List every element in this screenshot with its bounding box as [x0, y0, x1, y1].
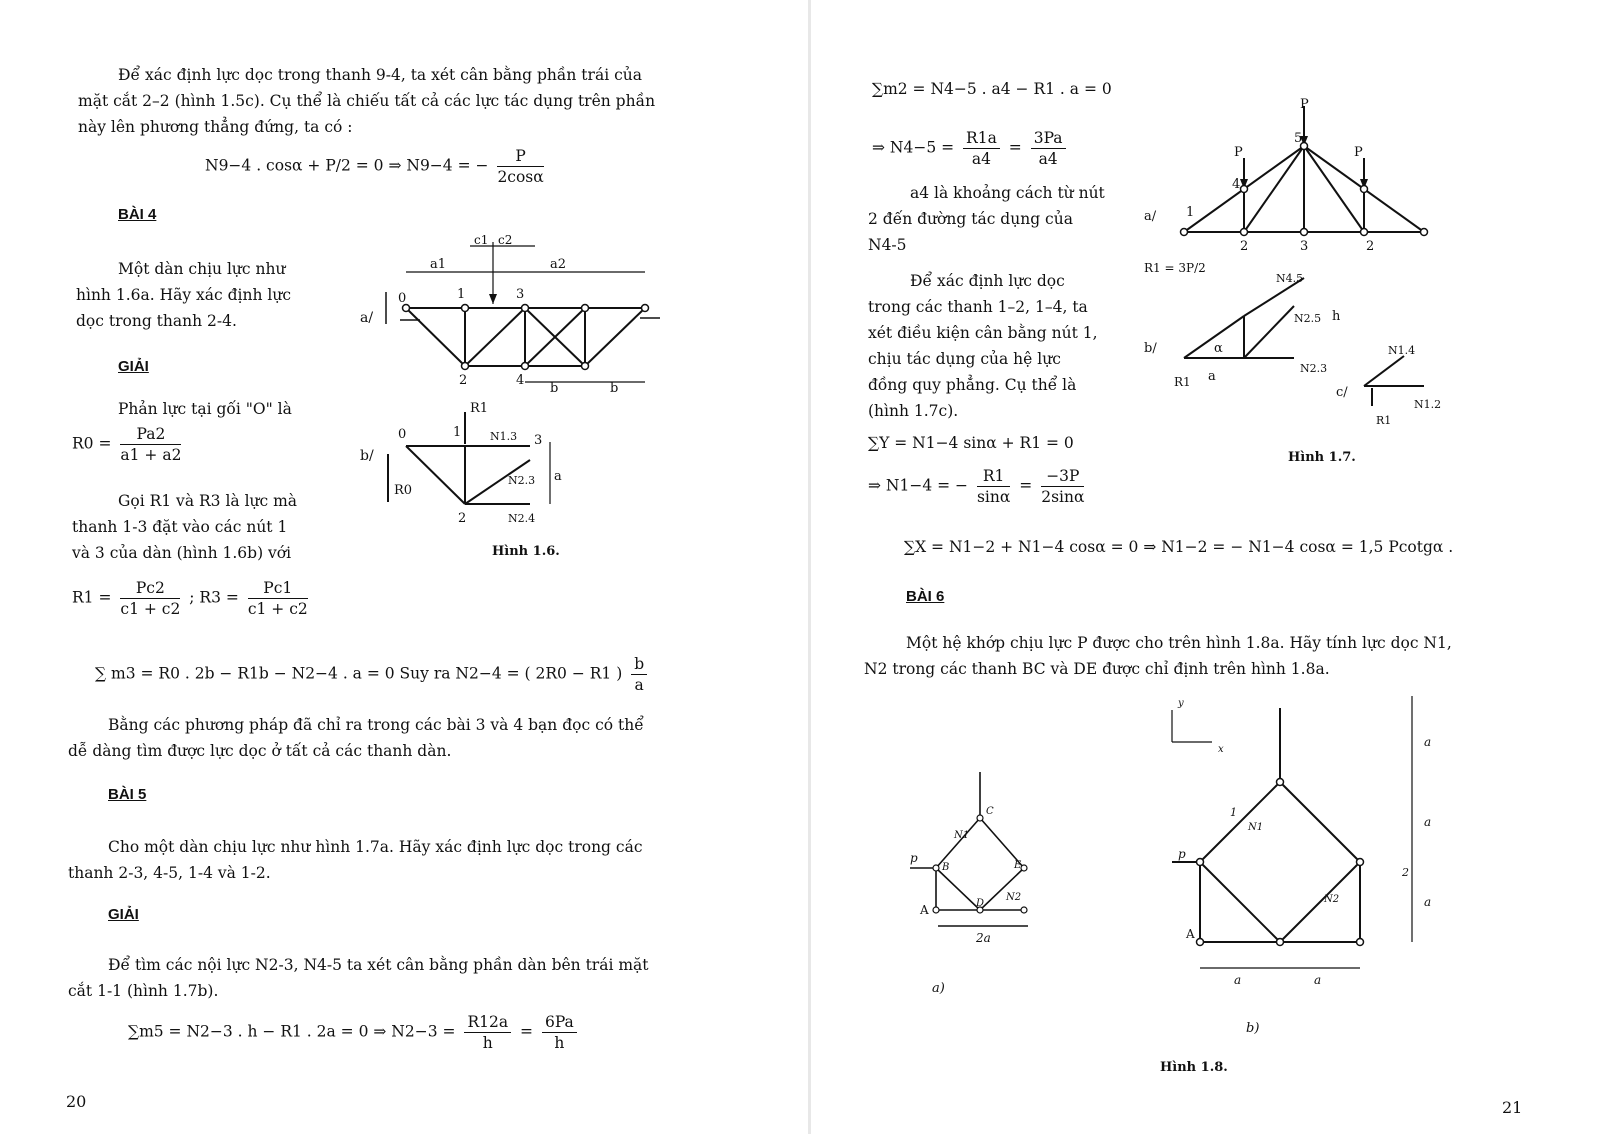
fig16-node-2: 2 — [459, 373, 468, 388]
fig18a-C: C — [986, 806, 994, 817]
fig17-node-2: 2 — [1240, 239, 1249, 254]
equation-n14: ⇒ N1−4 = − $\frac{R1}{\sin\alpha}$ = $\frac{-3P}{2\sin\alpha}$ — [868, 467, 1085, 506]
intro-line-1: Để xác định lực dọc trong thanh 9-4, ta xét cân bằng phần trái của — [118, 66, 642, 84]
fig18a-E: E — [1014, 860, 1022, 871]
bai6-problem-1: Một hệ khớp chịu lực P được cho trên hình 1.8a. Hãy tính lực dọc N1, — [906, 634, 1452, 652]
fig18a-label: a) — [932, 981, 945, 996]
fig18b-cut2: 2 — [1402, 866, 1409, 879]
fig16-caption: Hình 1.6. — [492, 544, 560, 559]
fig18b-y: y — [1178, 698, 1184, 709]
fig18-caption: Hình 1.8. — [1160, 1060, 1228, 1075]
bai4-problem-3: dọc trong thanh 2-4. — [76, 312, 237, 330]
fig17-node-4: 4 — [1232, 177, 1241, 192]
fig17-N12: N1.2 — [1414, 398, 1442, 411]
fig16-b1: b — [550, 381, 559, 396]
conclusion-line-1: Bằng các phương pháp đã chỉ ra trong các bài 3 và 4 bạn đọc có thể — [108, 716, 644, 734]
bai4-problem-2: hình 1.6a. Hãy xác định lực — [76, 286, 292, 304]
fig16-b-node-1: 1 — [453, 425, 462, 440]
equation-m5: ∑m5 = N2−3 . h − R1 . 2a = 0 ⇒ N2−3 = $\frac{R12a}{h}$ = $\frac{6Pa}{h}$ — [128, 1012, 581, 1053]
fig17-node-3: 3 — [1300, 239, 1309, 254]
fig16-b-node-0: 0 — [398, 427, 407, 442]
node1-line-6: (hình 1.7c). — [868, 402, 959, 420]
bai5-problem-2: thanh 2-3, 4-5, 1-4 và 1-2. — [68, 864, 271, 882]
fig17-alpha: α — [1214, 341, 1223, 356]
fig18a-D: D — [976, 898, 985, 909]
fig17-P-left: P — [1234, 145, 1243, 160]
fig18a-2a: 2a — [976, 931, 991, 945]
intro-line-2: mặt cắt 2–2 (hình 1.5c). Cụ thể là chiếu tất cả các lực tác dụng trên phần — [78, 92, 656, 110]
fig16-node-4: 4 — [516, 373, 525, 388]
figure-1-6 — [340, 232, 680, 542]
fig17-node-1: 1 — [1186, 205, 1195, 220]
fig18b-N1: N1 — [1248, 822, 1264, 833]
fig17-node-5: 5 — [1294, 131, 1303, 146]
fig16-N24: N2.4 — [508, 512, 536, 525]
equation-sumx: ∑X = N1−2 + N1−4 cosα = 0 ⇒ N1−2 = − N1−4 cosα = 1,5 Pcotgα . — [904, 538, 1454, 556]
bai6-problem-2: N2 trong các thanh BC và DE được chỉ định trên hình 1.8a. — [864, 660, 1330, 678]
a4-line-1: a4 là khoảng cách từ nút — [910, 184, 1105, 202]
fig17-label-a: a/ — [1144, 209, 1157, 224]
fig16-a2: a2 — [550, 257, 567, 272]
fig17-node-2b: 2 — [1366, 239, 1375, 254]
fig18b-a2: a — [1314, 973, 1322, 987]
fig16-R0: R0 — [394, 483, 413, 498]
equation-n94: N9−4 . cosα + P/2 = 0 ⇒ N9−4 = − $\frac{P}{2\cos\alpha}$ — [205, 147, 544, 186]
fig16-N23: N2.3 — [508, 474, 536, 487]
fig18a-N2: N2 — [1006, 892, 1022, 903]
r-line-2: thanh 1-3 đặt vào các nút 1 — [72, 518, 288, 536]
bai4-problem-1: Một dàn chịu lực như — [118, 260, 286, 278]
bai5-solution-2: cắt 1-1 (hình 1.7b). — [68, 982, 219, 1000]
page-number-right: 21 — [1502, 1098, 1523, 1117]
fig16-a-dim: a — [554, 469, 562, 484]
fig17-R1eq: R1 = 3P/2 — [1144, 261, 1206, 275]
fig18a-B: B — [942, 862, 950, 873]
fig17-P-top: P — [1300, 97, 1309, 112]
fig18b-x: x — [1218, 744, 1224, 755]
fig17-h: h — [1332, 309, 1341, 324]
fig16-b-node-3: 3 — [534, 433, 543, 448]
fig17-N45: N4.5 — [1276, 272, 1304, 285]
node1-line-1: Để xác định lực dọc — [910, 272, 1065, 290]
fig17-R1: R1 — [1174, 375, 1191, 389]
fig18b-a5: a — [1424, 895, 1432, 909]
fig18b-a1: a — [1234, 973, 1242, 987]
fig18a-A: A — [920, 903, 929, 917]
fig17-label-b: b/ — [1144, 341, 1157, 356]
fig18b-a3: a — [1424, 735, 1432, 749]
fig18a-p: p — [910, 851, 918, 865]
reaction-line: Phản lực tại gối "O" là — [118, 400, 292, 418]
fig18a-N1: N1 — [954, 830, 970, 841]
figure-1-7 — [1144, 96, 1464, 436]
equation-n45: ⇒ N4−5 = $\frac{R1a}{a4}$ = $\frac{3Pa}{a4}$ — [872, 128, 1070, 169]
fig16-node-0: 0 — [398, 291, 407, 306]
fig17-N25: N2.5 — [1294, 312, 1322, 325]
equation-sumy: ∑Y = N1−4 sinα + R1 = 0 — [868, 434, 1074, 452]
fig18b-N2: N2 — [1324, 894, 1340, 905]
fig16-c1: c1 — [474, 233, 489, 247]
equation-r0: R0 = $\frac{Pa2}{a1 + a2}$ — [72, 425, 182, 464]
bai5-giai-heading: GIẢI — [108, 906, 139, 923]
fig16-N13: N1.3 — [490, 430, 518, 443]
fig16-node-3: 3 — [516, 287, 525, 302]
equation-m2: ∑m2 = N4−5 . a4 − R1 . a = 0 — [872, 80, 1112, 98]
fig17-N23: N2.3 — [1300, 362, 1328, 375]
bai5-solution-1: Để tìm các nội lực N2-3, N4-5 ta xét cân bằng phần dàn bên trái mặt — [108, 956, 649, 974]
fig17-R1c: R1 — [1376, 414, 1392, 427]
a4-line-3: N4-5 — [868, 236, 907, 254]
fig18b-label: b) — [1246, 1021, 1260, 1036]
node1-line-4: chịu tác dụng của hệ lực — [868, 350, 1061, 368]
fig18b-p: p — [1178, 847, 1186, 861]
fig17-N14: N1.4 — [1388, 344, 1416, 357]
fig16-label-b: b/ — [360, 448, 374, 464]
equation-r1-r3: R1 = $\frac{Pc2}{c1 + c2}$ ; R3 = $\frac{Pc1}{c1 + c2}$ — [72, 579, 308, 618]
figure-1-8a — [910, 752, 1110, 1012]
fig18b-cut1: 1 — [1230, 806, 1237, 819]
fig16-R1: R1 — [470, 401, 489, 416]
fig17-a-dim: a — [1208, 369, 1216, 384]
bai5-heading: BÀI 5 — [108, 786, 147, 803]
figure-1-8b — [1172, 696, 1492, 1046]
fig17-caption: Hình 1.7. — [1288, 450, 1356, 465]
fig18b-A: A — [1186, 927, 1195, 941]
a4-line-2: 2 đến đường tác dụng của — [868, 210, 1073, 228]
fig16-label-a: a/ — [360, 310, 374, 326]
right-page — [812, 0, 1614, 1134]
moment-equation: ∑ m3 = R0 . 2b − R1b − N2−4 . a = 0 Suy ra N2−4 = ( 2R0 − R1 ) $\frac{b}{a}$ — [95, 654, 651, 695]
bai4-heading: BÀI 4 — [118, 206, 157, 223]
node1-line-5: đồng quy phẳng. Cụ thể là — [868, 376, 1077, 394]
node1-line-3: xét điều kiện cân bằng nút 1, — [868, 324, 1098, 342]
intro-line-3: này lên phương thẳng đứng, ta có : — [78, 118, 353, 136]
fig17-label-c: c/ — [1336, 385, 1348, 400]
r-line-1: Gọi R1 và R3 là lực mà — [118, 492, 298, 510]
page-number: 20 — [66, 1092, 87, 1111]
fig17-P-right: P — [1354, 145, 1363, 160]
fig16-c2: c2 — [498, 233, 513, 247]
fig16-node-1: 1 — [457, 287, 466, 302]
node1-line-2: trong các thanh 1–2, 1–4, ta — [868, 298, 1088, 316]
bai4-giai-heading: GIẢI — [118, 358, 149, 375]
fig16-a1: a1 — [430, 257, 447, 272]
conclusion-line-2: dễ dàng tìm được lực dọc ở tất cả các thanh dàn. — [68, 742, 452, 760]
fig16-b2: b — [610, 381, 619, 396]
bai5-problem-1: Cho một dàn chịu lực như hình 1.7a. Hãy xác định lực dọc trong các — [108, 838, 643, 856]
fig18b-a4: a — [1424, 815, 1432, 829]
bai6-heading: BÀI 6 — [906, 588, 945, 605]
fig16-b-node-2: 2 — [458, 511, 467, 526]
r-line-3: và 3 của dàn (hình 1.6b) với — [72, 544, 292, 562]
